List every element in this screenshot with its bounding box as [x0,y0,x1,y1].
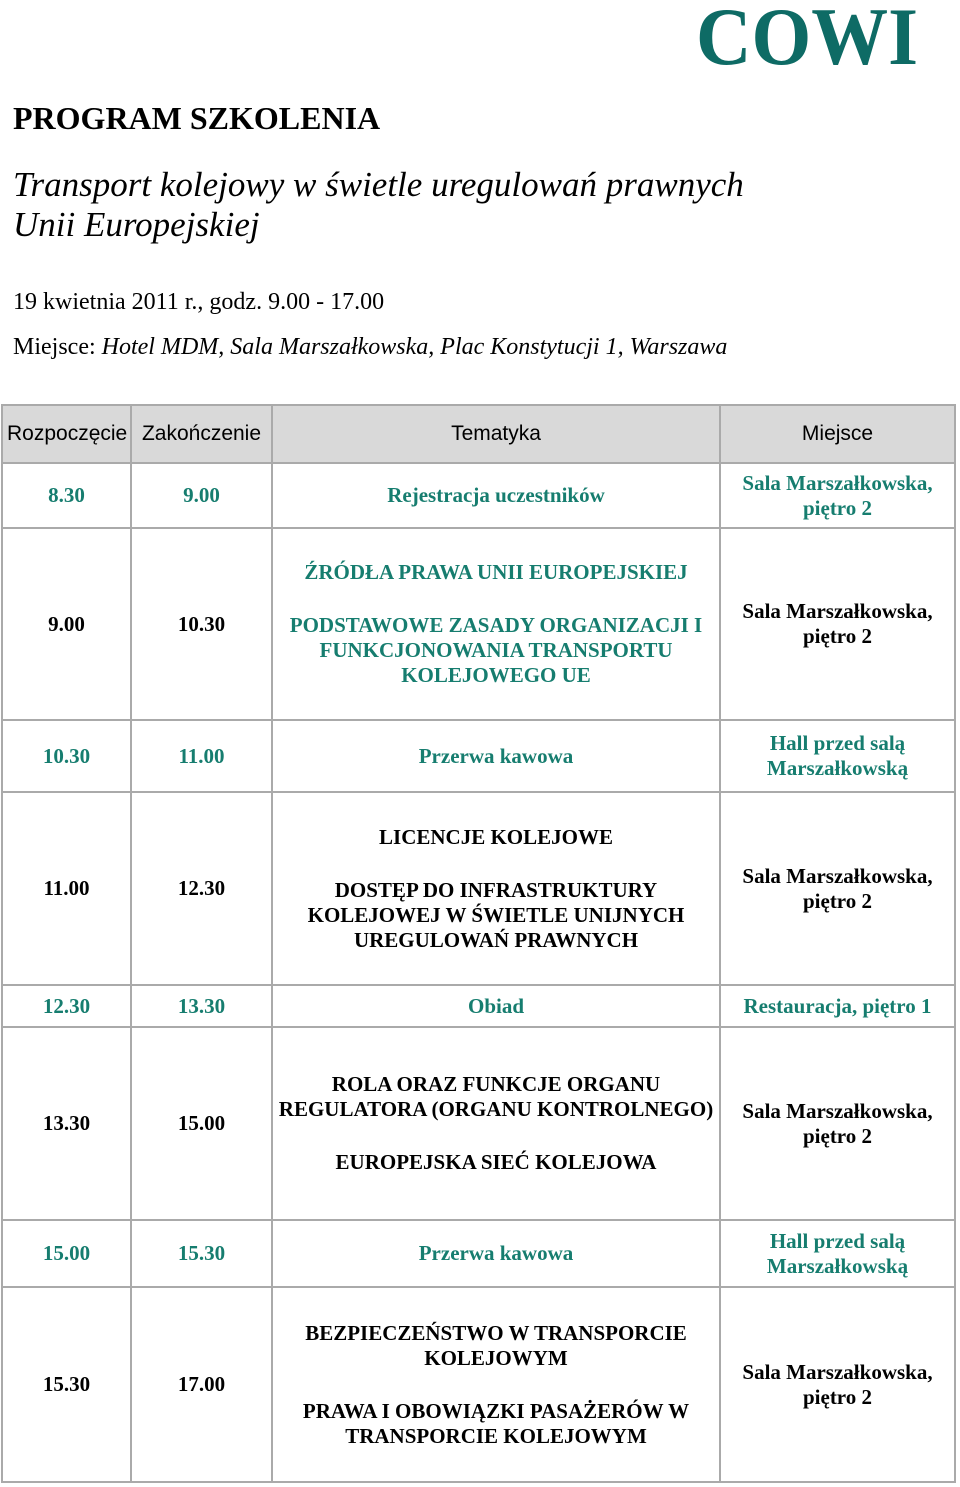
place-line-1: Hall przed salą [769,731,906,755]
place-line-1: Hall przed salą [769,1228,906,1253]
table-row [2,1220,955,1287]
table-row [2,1287,955,1482]
table-row [2,463,955,528]
header-topic: Tematyka [272,405,720,463]
subtitle-line-2: Unii Europejskiej [13,205,260,244]
row-end: 9.00 [131,463,272,528]
place-value: Hotel MDM, Sala Marszałkowska, Plac Konstytucji 1, Warszawa [101,334,728,360]
row-place [720,985,955,1027]
row-end: 17.00 [131,1287,272,1482]
row-topic [272,720,720,792]
place-line-1: Sala Marszałkowska, [742,1359,933,1384]
program-table [1,404,956,1483]
table-row [2,985,955,1027]
row-start: 10.30 [2,720,131,792]
place-label: Miejsce: [13,334,102,360]
row-place [720,463,955,528]
row-end: 12.30 [131,792,272,985]
place-line-2: Marszałkowską [766,1253,909,1278]
row-place [720,528,955,720]
place-line-2: piętro 2 [802,1384,873,1409]
subtitle-line-1: Transport kolejowy w świetle uregulowań prawnych [13,165,744,204]
row-end: 13.30 [131,985,272,1027]
place-line-1: Restauracja, piętro 1 [743,993,932,1018]
row-place [720,1287,955,1482]
row-start: 15.00 [2,1220,131,1287]
place-line-1: Sala Marszałkowska, [742,1098,933,1123]
row-end: 11.00 [131,720,272,792]
row-place [720,1027,955,1220]
event-date: 19 kwietnia 2011 r., godz. 9.00 - 17.00 [13,289,385,315]
table-row [2,720,955,792]
topic-main: Przerwa kawowa [418,1241,574,1265]
place-line-1: Sala Marszałkowska, [742,863,933,888]
topic-sub: PODSTAWOWE ZASADY ORGANIZACJI I FUNKCJONOWANIA TRANSPORTU KOLEJOWEGO UE [289,613,703,687]
row-topic [272,985,720,1027]
table-header-row [2,405,955,463]
row-topic [272,463,720,528]
place-line-1: Sala Marszałkowska, [742,599,933,623]
row-start: 15.30 [2,1287,131,1482]
row-start: 13.30 [2,1027,131,1220]
row-start: 9.00 [2,528,131,720]
header-start: Rozpoczęcie [2,405,131,463]
row-end: 15.00 [131,1027,272,1220]
logo-text: COWI [696,0,918,70]
topic-sub: DOSTĘP DO INFRASTRUKTURY KOLEJOWEJ W ŚWIETLE UNIJNYCH UREGULOWAŃ PRAWNYCH [307,877,685,952]
row-topic [272,792,720,985]
table-row [2,792,955,985]
place-line-2: piętro 2 [802,495,873,520]
event-place [13,334,727,361]
row-topic [272,528,720,720]
topic-main: ROLA ORAZ FUNKCJE ORGANU REGULATORA (ORGANU KONTROLNEGO) [278,1072,714,1121]
topic-main: LICENCJE KOLEJOWE [379,824,613,849]
table-row [2,528,955,720]
topic-main: Przerwa kawowa [418,743,574,768]
place-line-1: Sala Marszałkowska, [742,470,933,495]
row-end: 15.30 [131,1220,272,1287]
row-place [720,792,955,985]
row-start: 8.30 [2,463,131,528]
place-line-2: piętro 2 [802,1123,873,1148]
place-line-2: piętro 2 [802,888,873,913]
place-line-2: piętro 2 [802,624,873,648]
cowi-logo [695,0,920,70]
header-end: Zakończenie [131,405,272,463]
table-row [2,1027,955,1220]
header-place: Miejsce [720,405,955,463]
row-start: 11.00 [2,792,131,985]
row-start: 12.30 [2,985,131,1027]
page-title: PROGRAM SZKOLENIA [13,100,381,136]
row-topic [272,1027,720,1220]
row-place [720,1220,955,1287]
row-topic [272,1220,720,1287]
topic-main: BEZPIECZEŃSTWO W TRANSPORCIE KOLEJOWYM [305,1320,687,1370]
training-subtitle [13,165,744,245]
row-end: 10.30 [131,528,272,720]
place-line-2: Marszałkowską [766,756,909,780]
row-place [720,720,955,792]
topic-sub: EUROPEJSKA SIEĆ KOLEJOWA [335,1150,657,1174]
topic-sub: PRAWA I OBOWIĄZKI PASAŻERÓW W TRANSPORCIE KOLEJOWYM [302,1398,690,1448]
topic-main: Rejestracja uczestników [387,483,605,507]
row-topic [272,1287,720,1482]
topic-main: ŹRÓDŁA PRAWA UNII EUROPEJSKIEJ [304,560,688,584]
topic-main: Obiad [467,993,525,1018]
